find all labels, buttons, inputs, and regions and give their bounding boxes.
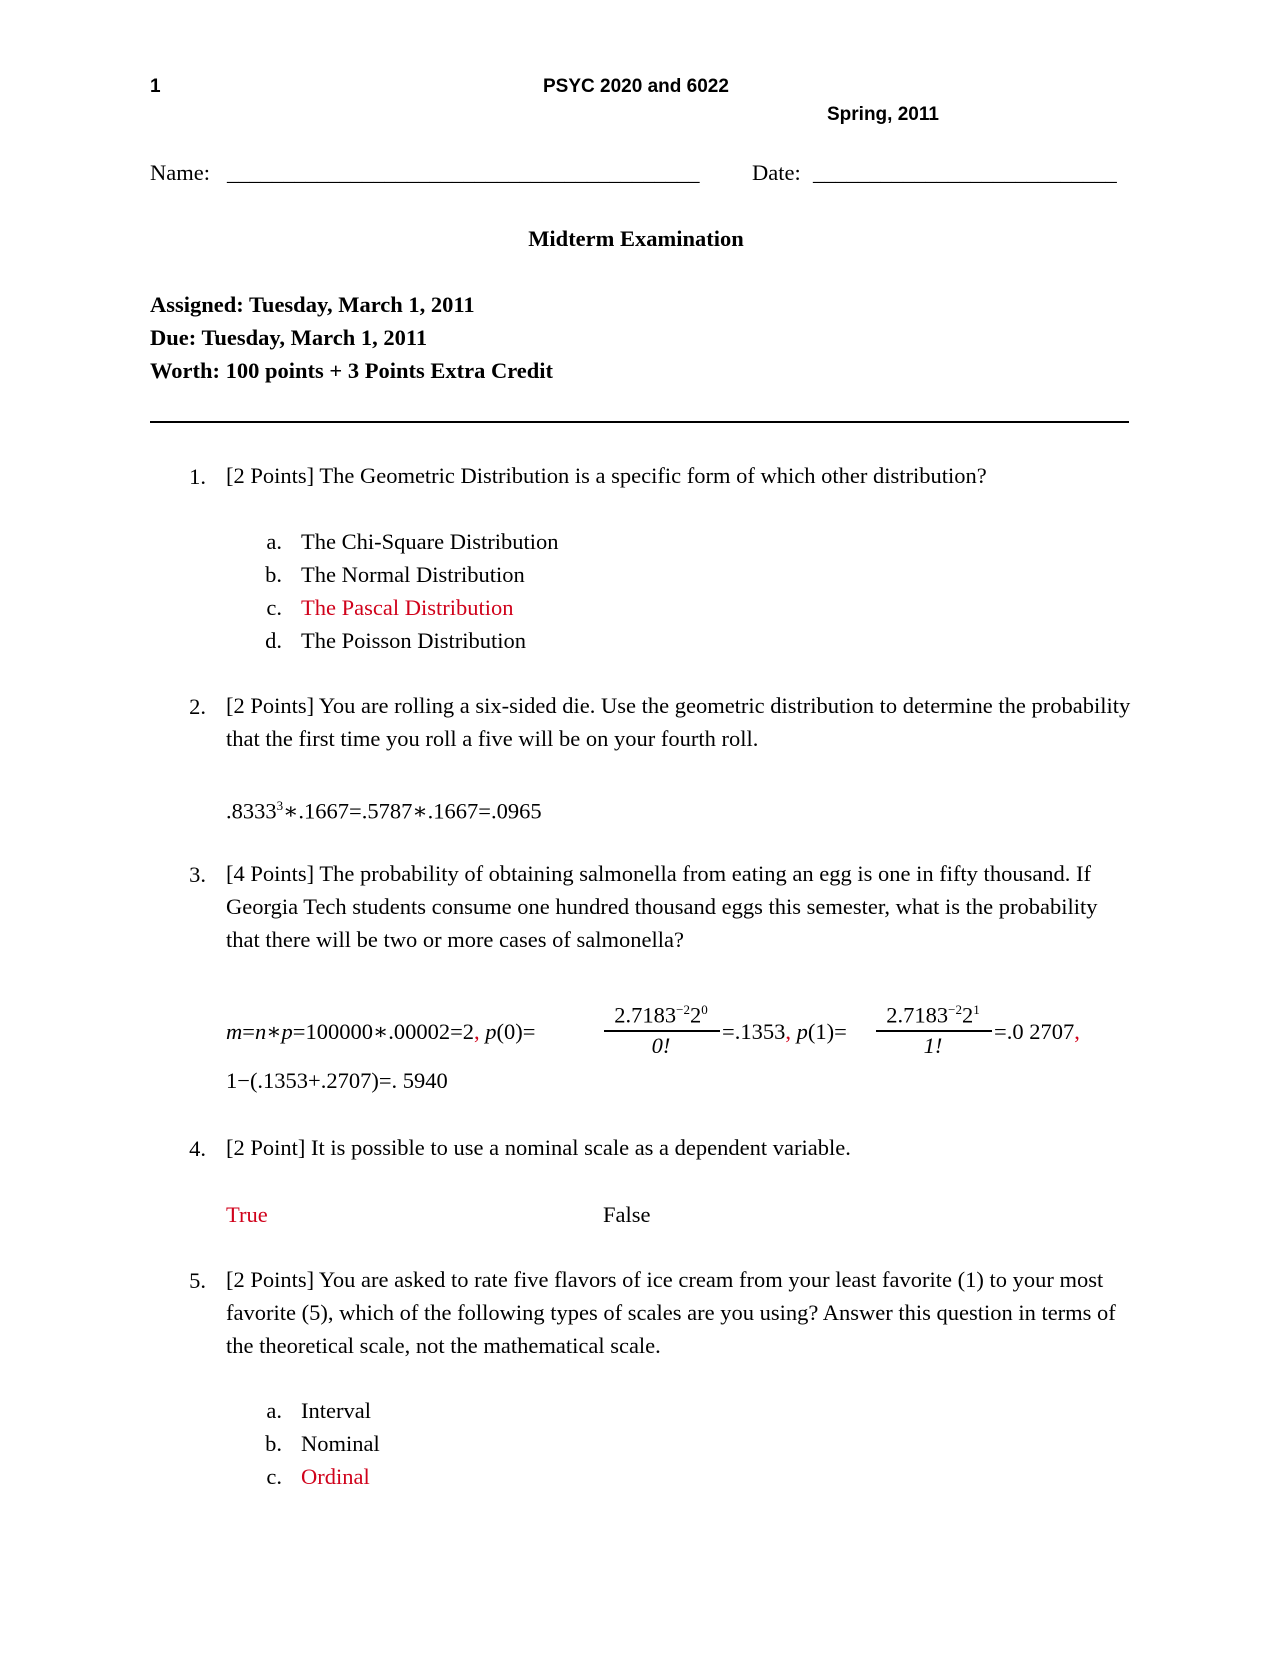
question-number: 2.	[189, 694, 206, 719]
question-number: 5.	[189, 1268, 206, 1293]
p0-result	[722, 1019, 847, 1045]
num-two: 2	[961, 1002, 974, 1028]
question-text: [4 Points] The probability of obtaining salmonella from eating an egg is one in fifty thousand. If Georgia Tech students consume one hundred thousand eggs this semester, what is the probability that there will be two or more cases of salmonella?	[226, 861, 1098, 952]
comma: ,	[785, 1019, 791, 1044]
formula-base: .8333	[226, 798, 277, 824]
assigned-date: Assigned: Tuesday, March 1, 2011	[150, 292, 475, 317]
question-number: 1.	[189, 464, 206, 489]
den: 0!	[651, 1033, 671, 1058]
num-exp2: 0	[701, 1002, 708, 1017]
option-c-ordinal-correct[interactable]: Ordinal	[301, 1464, 370, 1489]
divider	[150, 421, 1129, 423]
num-exp2: 1	[973, 1002, 980, 1017]
p0-lhs: (0)=	[496, 1019, 536, 1044]
option-b-nominal[interactable]: Nominal	[301, 1431, 380, 1456]
option-c-pascal-correct[interactable]: The Pascal Distribution	[301, 595, 514, 620]
option-letter: b.	[265, 1431, 282, 1456]
date-field[interactable]: ___________________________	[813, 160, 1117, 185]
var-n: n	[254, 1019, 267, 1044]
option-letter: d.	[265, 628, 282, 653]
page-number: 1	[150, 76, 161, 97]
page-title-text: Midterm Examination	[528, 226, 744, 251]
option-letter: b.	[265, 562, 282, 587]
due-date: Due: Tuesday, March 1, 2011	[150, 325, 428, 350]
date-label: Date:	[752, 160, 801, 185]
name-field[interactable]: __________________________________________	[227, 160, 700, 185]
var-p: p	[281, 1019, 293, 1044]
question-number: 3.	[189, 862, 206, 887]
option-d-poisson[interactable]: The Poisson Distribution	[301, 628, 527, 653]
page-title	[0, 226, 1280, 252]
final-answer: 1−(.1353+.2707)=. 5940	[226, 1068, 448, 1093]
formula-exponent: 3	[276, 798, 284, 813]
p0-numerator	[602, 1002, 720, 1029]
num-base: 2.7183	[886, 1002, 949, 1028]
worth-points: Worth: 100 points + 3 Points Extra Credit	[150, 358, 554, 383]
num-exp: −2	[948, 1002, 962, 1017]
option-letter: c.	[266, 1464, 282, 1489]
num-two: 2	[689, 1002, 702, 1028]
option-letter: a.	[266, 1398, 282, 1423]
var-m: m	[226, 1019, 243, 1044]
p1-numerator	[874, 1002, 992, 1029]
p1-lhs: (1)=	[807, 1019, 847, 1044]
p1-denominator	[874, 1033, 992, 1059]
formula-rest: ∗.1667=.5787∗.1667=.0965	[283, 798, 542, 824]
formula-line-1	[226, 1019, 535, 1045]
num-exp: −2	[676, 1002, 690, 1017]
option-letter: a.	[266, 529, 282, 554]
option-b-normal[interactable]: The Normal Distribution	[301, 562, 525, 587]
comma: ,	[474, 1019, 480, 1044]
option-letter: c.	[266, 595, 282, 620]
question-text: [2 Points] The Geometric Distribution is a specific form of which other distribution?	[226, 463, 987, 488]
p0-denominator	[602, 1033, 720, 1059]
choice-true-correct[interactable]: True	[226, 1202, 268, 1227]
p1-result	[994, 1019, 1080, 1045]
comma: ,	[1074, 1019, 1080, 1044]
name-label: Name:	[150, 160, 210, 185]
option-a-interval[interactable]: Interval	[301, 1398, 371, 1423]
den: 1!	[923, 1033, 943, 1058]
p0-rhs: =.1353	[722, 1019, 786, 1044]
var-p: p	[796, 1019, 808, 1044]
term: Spring, 2011	[827, 104, 939, 125]
question-text: [2 Points] You are rolling a six-sided die. Use the geometric distribution to determine the probability that the first time you roll a five will be on your fourth roll.	[226, 693, 1131, 751]
course-title: PSYC 2020 and 6022	[543, 76, 729, 97]
choice-false[interactable]: False	[603, 1202, 651, 1227]
times: ∗	[266, 1019, 282, 1044]
equals: =	[242, 1019, 255, 1044]
p1-rhs: =.0 2707	[994, 1019, 1075, 1044]
question-number: 4.	[189, 1136, 206, 1161]
num-base: 2.7183	[614, 1002, 677, 1028]
question-text: [2 Points] You are asked to rate five flavors of ice cream from your least favorite (1) to your most favorite (5), which of the following types of scales are you using? Answer this question in terms of the theoretical scale, not the mathematical scale.	[226, 1267, 1116, 1358]
option-a-chi-square[interactable]: The Chi-Square Distribution	[301, 529, 559, 554]
answer-formula	[226, 798, 542, 825]
p0-fraction-bar	[604, 1030, 720, 1032]
var-p: p	[485, 1019, 497, 1044]
p1-fraction-bar	[876, 1030, 992, 1032]
calc: =100000∗.00002=2	[292, 1019, 475, 1044]
question-text: [2 Point] It is possible to use a nominal scale as a dependent variable.	[226, 1135, 851, 1160]
